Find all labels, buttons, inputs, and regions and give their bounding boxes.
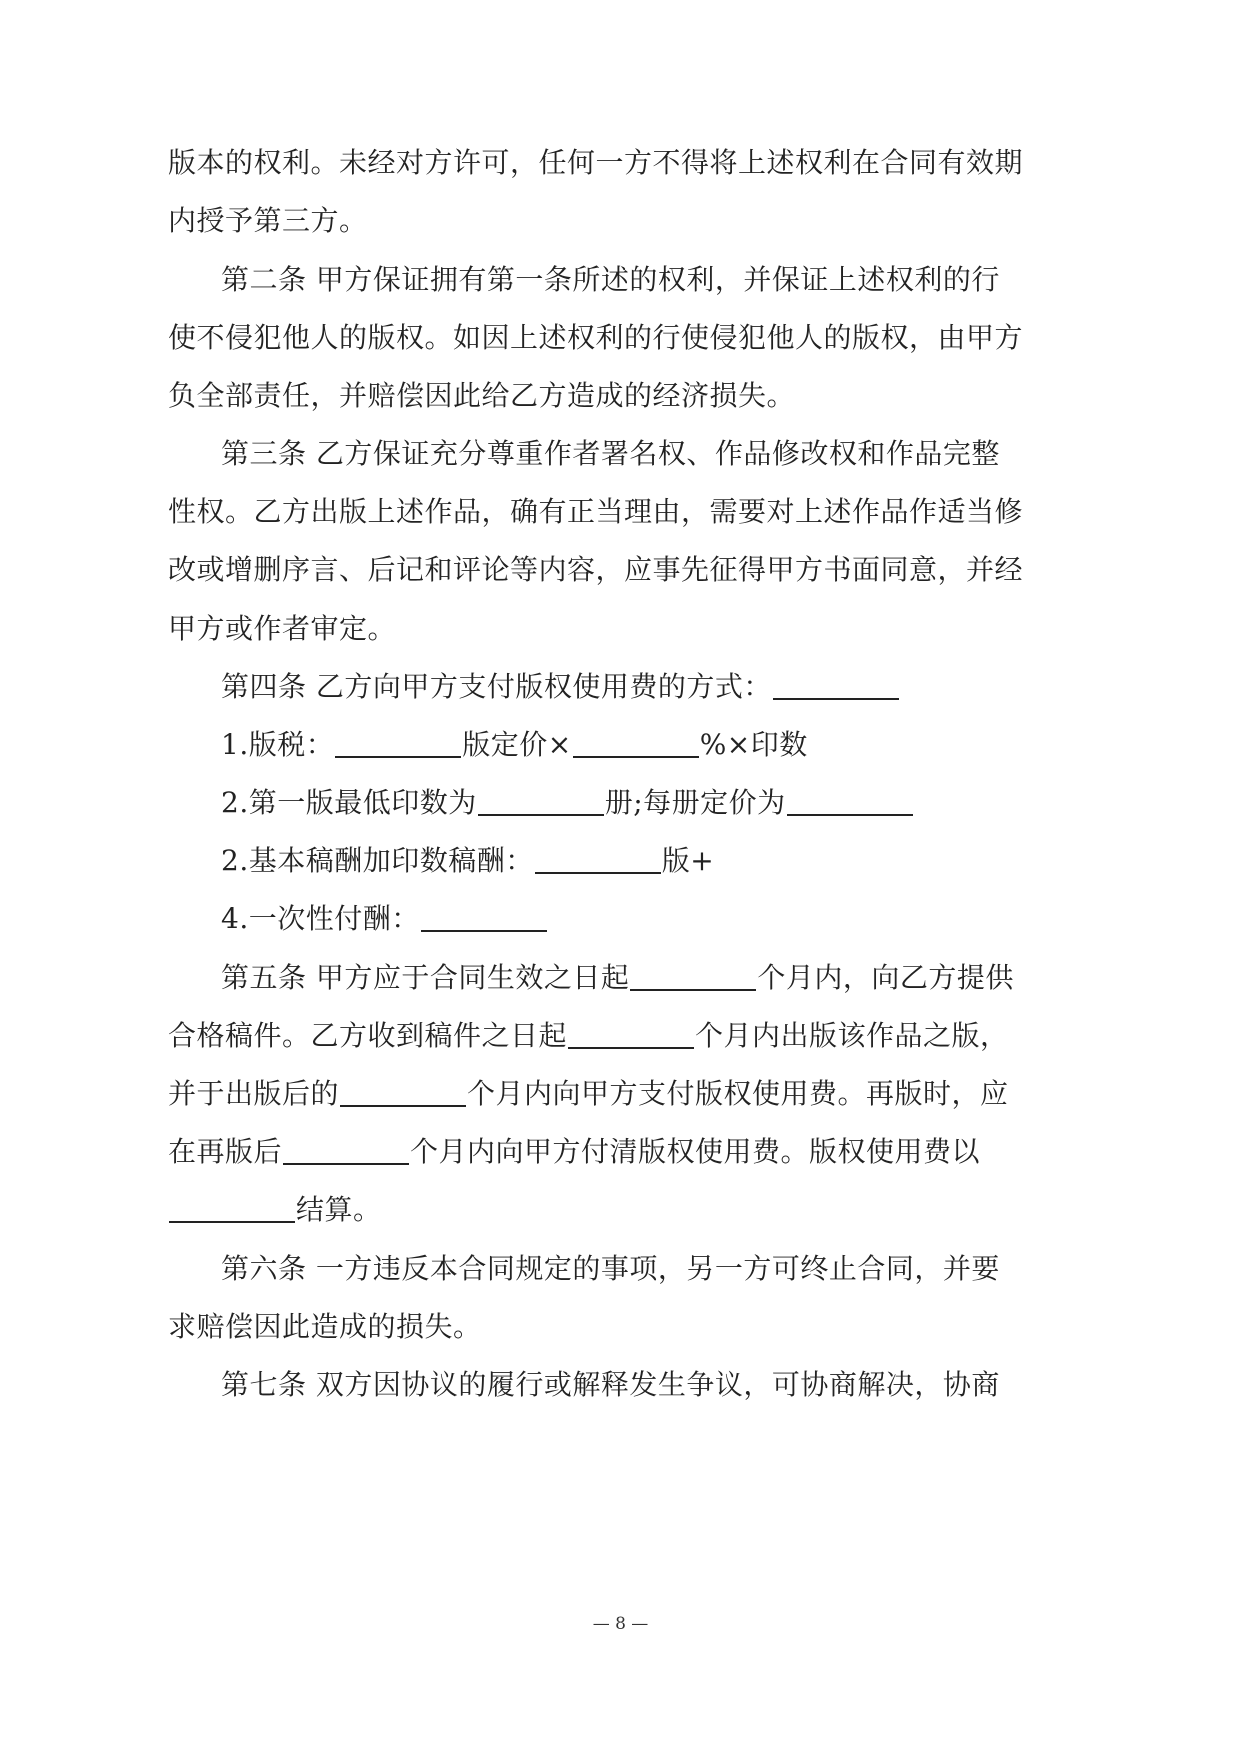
item-4-line: [0, 899, 1241, 939]
article-2-line: [0, 260, 1241, 300]
fill-blank[interactable]: [421, 900, 547, 932]
text: 改或增删序言、后记和评论等内容，应事先征得甲方书面同意，并经: [168, 553, 1024, 586]
text: 使不侵犯他人的版权。如因上述权利的行使侵犯他人的版权，由甲方: [168, 321, 1024, 354]
text: 版+: [661, 844, 715, 877]
text: 结算。: [296, 1193, 382, 1226]
fill-blank[interactable]: [535, 842, 661, 874]
text-line: [0, 143, 1241, 183]
text-line: [0, 1074, 1241, 1114]
text: 第二条 甲方保证拥有第一条所述的权利，并保证上述权利的行: [221, 263, 1000, 296]
text: 第五条 甲方应于合同生效之日起: [221, 961, 630, 994]
text-line: [0, 609, 1241, 649]
fill-blank[interactable]: [568, 1017, 694, 1049]
text: 2.基本稿酬加印数稿酬：: [221, 844, 534, 877]
text: 个月内出版该作品之版，: [695, 1019, 1009, 1052]
item-2-line: [0, 783, 1241, 823]
fill-blank[interactable]: [478, 784, 604, 816]
article-6-line: [0, 1249, 1241, 1289]
fill-blank[interactable]: [630, 959, 756, 991]
text: 负全部责任，并赔偿因此给乙方造成的经济损失。: [168, 379, 796, 412]
article-4-line: [0, 667, 1241, 707]
item-1-line: [0, 725, 1241, 765]
text-line: [0, 1132, 1241, 1172]
fill-blank[interactable]: [340, 1075, 466, 1107]
text-line: [0, 1307, 1241, 1347]
text-line: [0, 492, 1241, 532]
fill-blank[interactable]: [573, 726, 699, 758]
text-line: [0, 550, 1241, 590]
text: 个月内向甲方支付版权使用费。再版时，应: [467, 1077, 1009, 1110]
article-7-line: [0, 1365, 1241, 1405]
fill-blank[interactable]: [335, 726, 461, 758]
text: %×印数: [699, 728, 808, 761]
text: 第六条 一方违反本合同规定的事项，另一方可终止合同，并要: [221, 1252, 1000, 1285]
fill-blank[interactable]: [773, 668, 899, 700]
text: 2.第一版最低印数为: [221, 786, 477, 819]
text: 版本的权利。未经对方许可，任何一方不得将上述权利在合同有效期: [168, 146, 1024, 179]
article-5-line: [0, 958, 1241, 998]
text-line: [0, 376, 1241, 416]
article-3-line: [0, 434, 1241, 474]
text-line: [0, 318, 1241, 358]
text-line: [0, 1190, 1241, 1230]
text: 并于出版后的: [168, 1077, 340, 1110]
text: 在再版后: [168, 1135, 283, 1168]
text: 册;每册定价为: [604, 786, 786, 819]
fill-blank[interactable]: [283, 1133, 409, 1165]
text: 版定价×: [462, 728, 572, 761]
text: 合格稿件。乙方收到稿件之日起: [168, 1019, 568, 1052]
text: 第七条 双方因协议的履行或解释发生争议，可协商解决，协商: [221, 1368, 1000, 1401]
text: 甲方或作者审定。: [168, 612, 397, 645]
text: 4.一次性付酬：: [221, 902, 420, 935]
text-line: [0, 1016, 1241, 1056]
text: 求赔偿因此造成的损失。: [168, 1310, 482, 1343]
text: 第四条 乙方向甲方支付版权使用费的方式：: [221, 670, 772, 703]
text: 第三条 乙方保证充分尊重作者署名权、作品修改权和作品完整: [221, 437, 1000, 470]
fill-blank[interactable]: [169, 1191, 295, 1223]
text: 1.版税：: [221, 728, 335, 761]
text-line: [0, 201, 1241, 241]
fill-blank[interactable]: [787, 784, 913, 816]
text: 内授予第三方。: [168, 204, 368, 237]
text: 个月内向甲方付清版权使用费。版权使用费以: [410, 1135, 981, 1168]
text: 个月内，向乙方提供: [757, 961, 1014, 994]
item-3-line: [0, 841, 1241, 881]
text: 性权。乙方出版上述作品，确有正当理由，需要对上述作品作适当修: [168, 495, 1024, 528]
page-number: — 8 —: [592, 1614, 649, 1634]
